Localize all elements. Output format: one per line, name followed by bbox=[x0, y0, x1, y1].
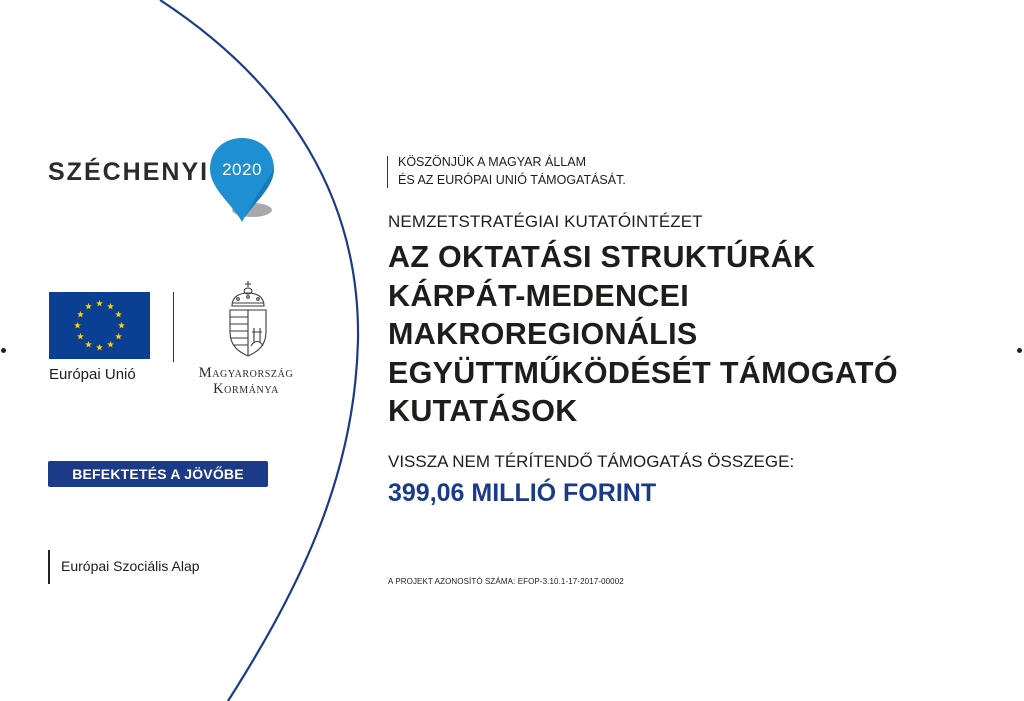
registration-mark-left bbox=[1, 348, 6, 353]
thanks-line2: ÉS AZ EURÓPAI UNIÓ TÁMOGATÁSÁT. bbox=[398, 173, 626, 187]
thanks-separator bbox=[387, 156, 388, 188]
project-title-line: KÁRPÁT-MEDENCEI bbox=[388, 278, 690, 313]
organization-name: NEMZETSTRATÉGIAI KUTATÓINTÉZET bbox=[388, 212, 703, 231]
government-label-line2: Kormánya bbox=[213, 381, 279, 397]
thanks-line1: KÖSZÖNJÜK A MAGYAR ÁLLAM bbox=[398, 155, 587, 169]
szechenyi-wordmark: SZÉCHENYI bbox=[48, 158, 210, 186]
eu-flag-icon bbox=[49, 292, 150, 359]
esf-separator bbox=[48, 550, 50, 584]
project-title bbox=[388, 238, 988, 431]
szechenyi-year: 2020 bbox=[222, 160, 262, 179]
logo-separator bbox=[173, 292, 174, 362]
support-label: VISSZA NEM TÉRÍTENDŐ TÁMOGATÁS ÖSSZEGE: bbox=[388, 452, 795, 471]
project-title-line: EGYÜTTMŰKÖDÉSÉT TÁMOGATÓ bbox=[388, 355, 898, 390]
project-title-line: KUTATÁSOK bbox=[388, 394, 578, 428]
esf-label: Európai Szociális Alap bbox=[61, 558, 200, 574]
coat-of-arms-icon bbox=[224, 280, 272, 358]
project-title-line: MAKROREGIONÁLIS bbox=[388, 317, 698, 351]
project-title-line: AZ OKTATÁSI STRUKTÚRÁK bbox=[388, 240, 816, 274]
invest-banner: BEFEKTETÉS A JÖVŐBE bbox=[48, 461, 268, 487]
support-value: 399,06 MILLIÓ FORINT bbox=[388, 479, 657, 507]
map-pin-icon bbox=[206, 134, 278, 224]
registration-mark-right bbox=[1017, 348, 1022, 353]
eu-label: Európai Unió bbox=[49, 366, 136, 383]
project-id: A PROJEKT AZONOSÍTÓ SZÁMA: EFOP-3.10.1-17-2017-00002 bbox=[388, 577, 624, 586]
government-label-line1: Magyarország bbox=[198, 365, 294, 381]
